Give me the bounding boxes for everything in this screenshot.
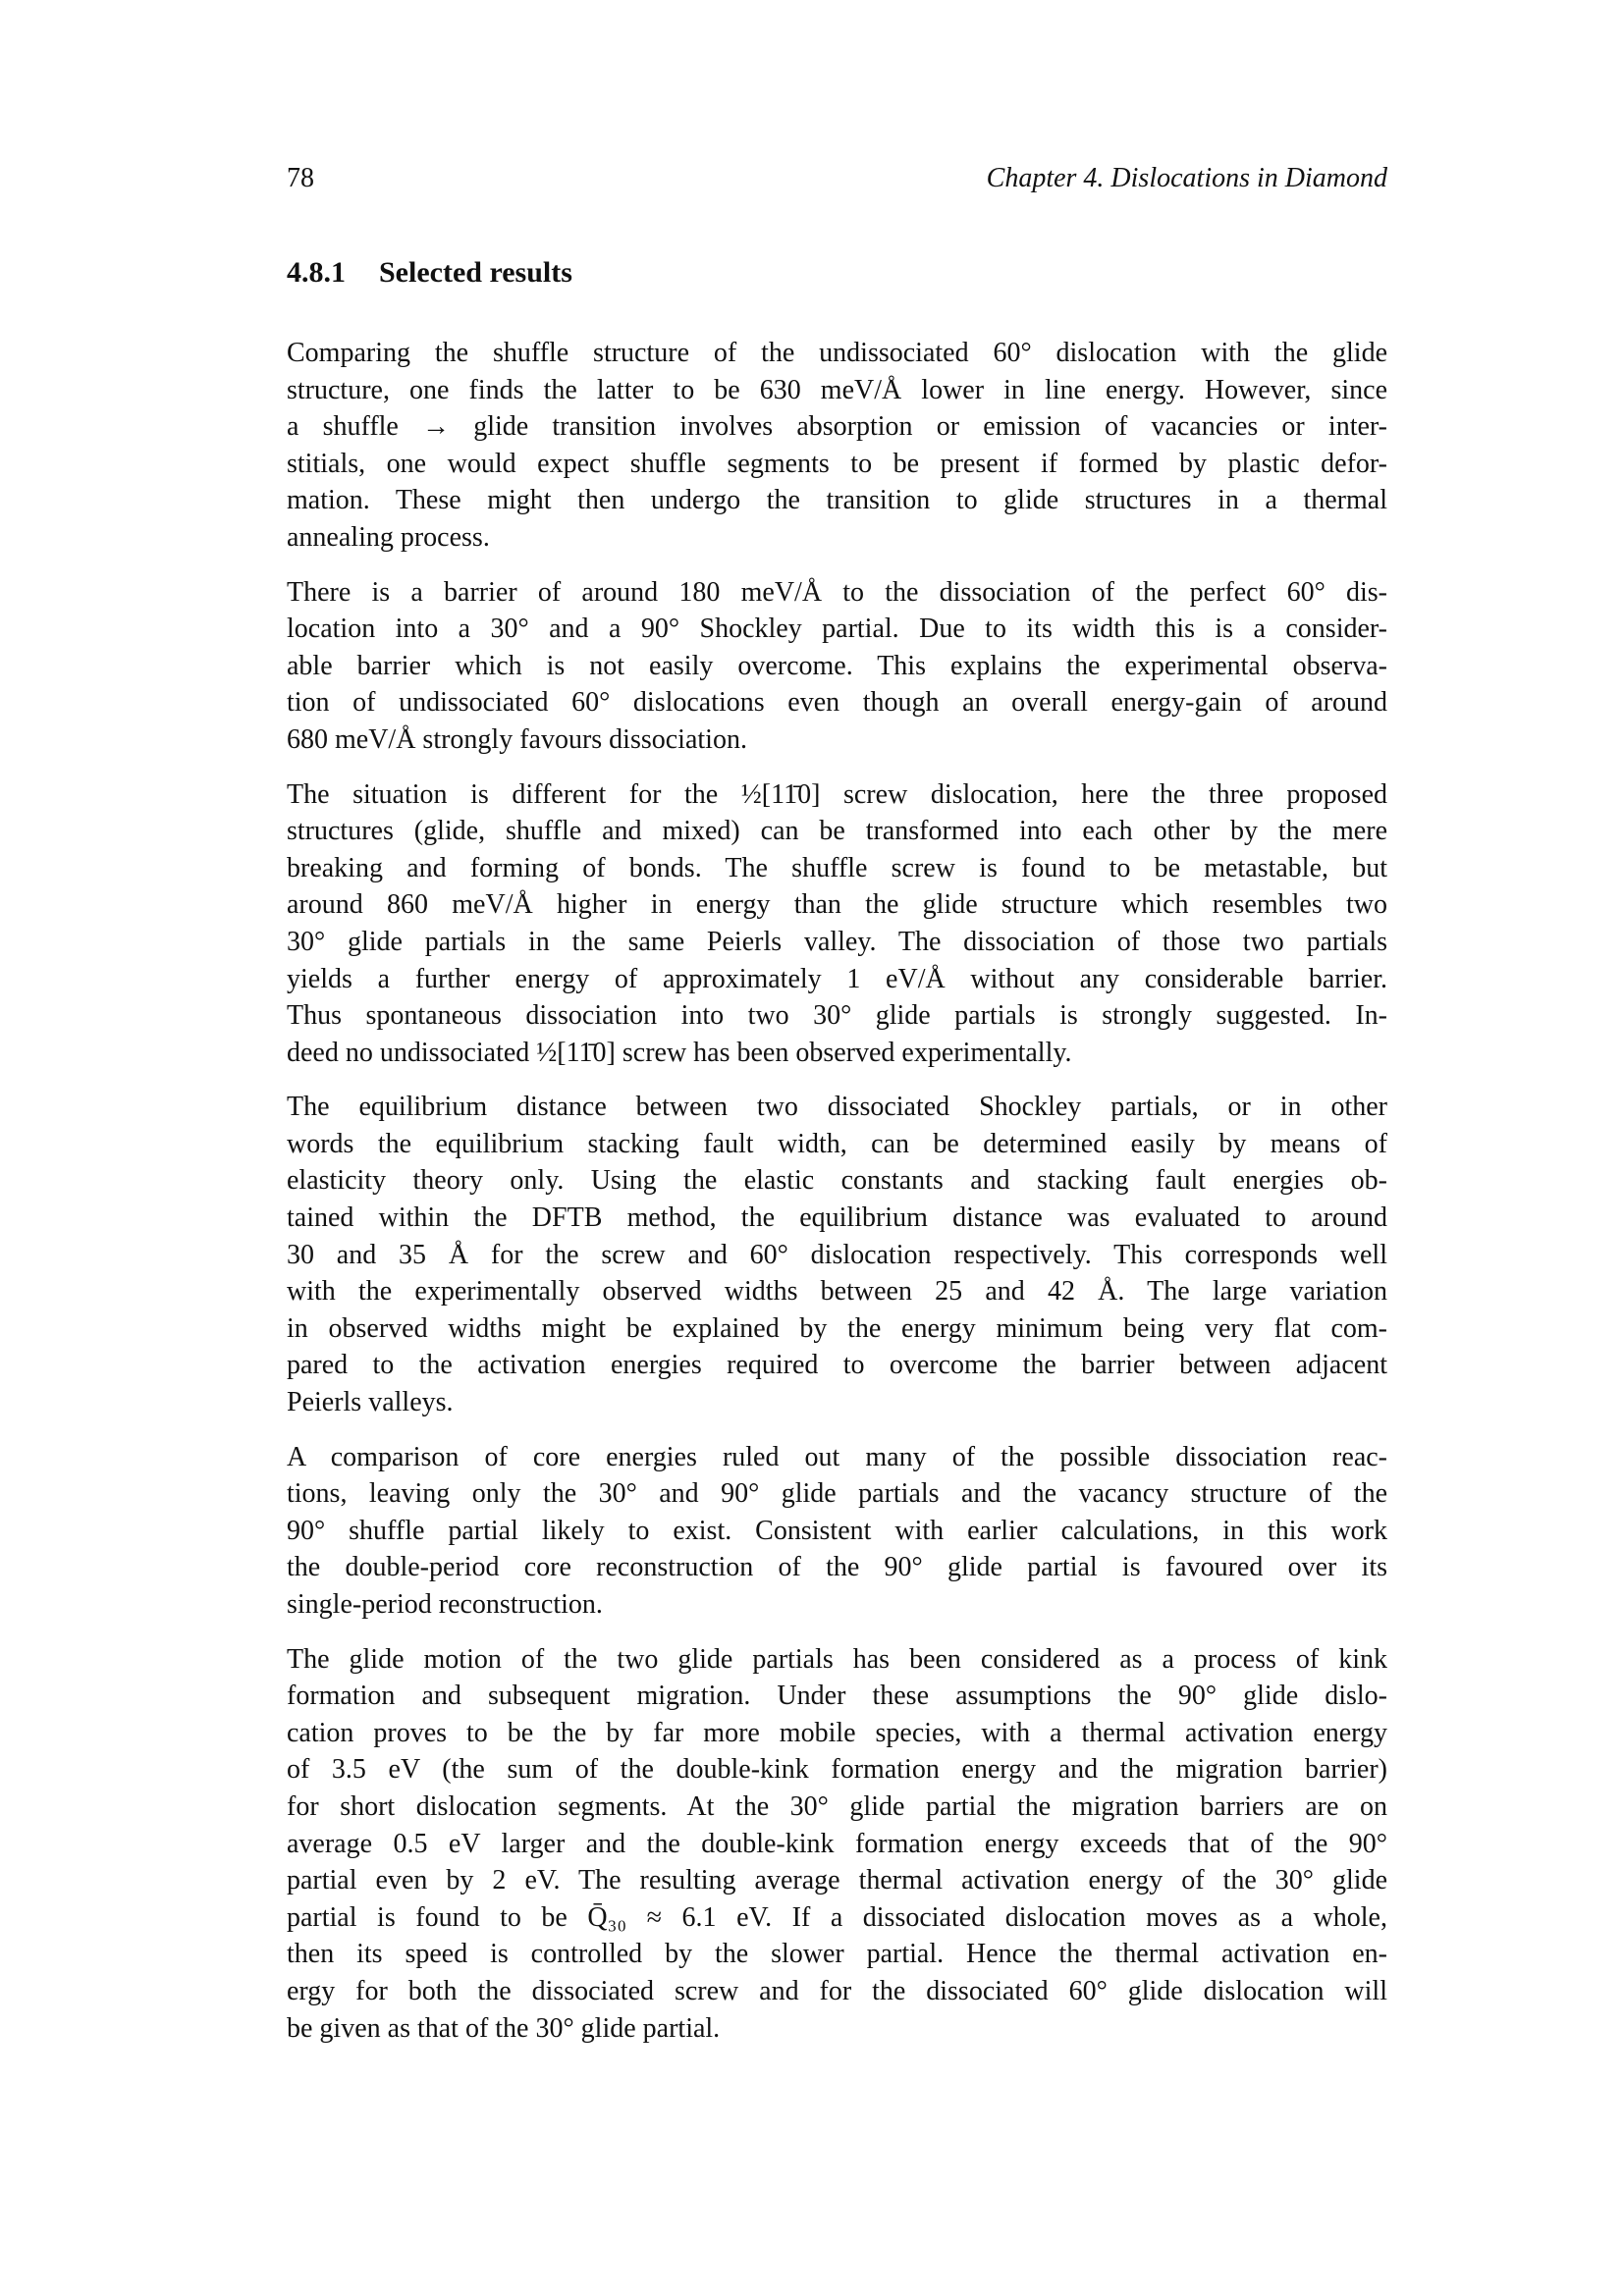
- text-line: Thus spontaneous dissociation into two 30° glide partials is strongly suggested. In-: [287, 1000, 1387, 1032]
- text-line: 680 meV/Å strongly favours dissociation.: [287, 723, 747, 755]
- text-line: There is a barrier of around 180 meV/Å to the dissociation of the perfect 60° dis-: [287, 576, 1387, 608]
- section-heading: [287, 256, 572, 290]
- text-line: Comparing the shuffle structure of the undissociated 60° dislocation with the glide: [287, 338, 1387, 368]
- section-number: 4.8.1: [287, 256, 346, 289]
- paragraph: [287, 335, 1387, 557]
- text-line: The equilibrium distance between two dissociated Shockley partials, or in other: [287, 1092, 1387, 1123]
- paragraph: [287, 1089, 1387, 1420]
- paragraph: [287, 776, 1387, 1072]
- text-line: partial even by 2 eV. The resulting average thermal activation energy of the 30° glide: [287, 1865, 1387, 1896]
- text-line: stitials, one would expect shuffle segments to be present if formed by plastic defor-: [287, 448, 1387, 479]
- text-line: in observed widths might be explained by the energy minimum being very flat com-: [287, 1312, 1387, 1344]
- text-line: yields a further energy of approximately 1 eV/Å without any considerable barrier.: [287, 963, 1387, 994]
- text-line: average 0.5 eV larger and the double-kink formation energy exceeds that of the 90°: [287, 1828, 1387, 1859]
- text-line: 30 and 35 Å for the screw and 60° dislocation respectively. This corresponds well: [287, 1239, 1387, 1270]
- paragraph: [287, 1439, 1387, 1624]
- text-line: for short dislocation segments. At the 30° glide partial the migration barriers are on: [287, 1790, 1387, 1822]
- text-line: cation proves to be the by far more mobile species, with a thermal activation energy: [287, 1717, 1387, 1748]
- text-line: mation. These might then undergo the transition to glide structures in a thermal: [287, 485, 1387, 516]
- text-line: A comparison of core energies ruled out many of the possible dissociation reac-: [287, 1441, 1387, 1472]
- text-line: structure, one finds the latter to be 630 meV/Å lower in line energy. However, since: [287, 374, 1387, 405]
- text-line: breaking and forming of bonds. The shuffle screw is found to be metastable, but: [287, 852, 1387, 883]
- text-line: location into a 30° and a 90° Shockley partial. Due to its width this is a consider-: [287, 614, 1387, 645]
- text-line: tion of undissociated 60° dislocations even though an overall energy-gain of around: [287, 687, 1387, 719]
- text-line: deed no undissociated ½[11̄0] screw has been observed experimentally.: [287, 1037, 1072, 1068]
- running-header: [287, 163, 1387, 194]
- text-line: with the experimentally observed widths between 25 and 42 Å. The large variation: [287, 1276, 1387, 1308]
- text-line: then its speed is controlled by the slower partial. Hence the thermal activation en-: [287, 1939, 1387, 1970]
- text-line: tained within the DFTB method, the equilibrium distance was evaluated to around: [287, 1202, 1387, 1234]
- text-line: partial is found to be Q̄₃₀ ≈ 6.1 eV. If a dissociated dislocation moves as a whole,: [287, 1901, 1387, 1933]
- text-line: ergy for both the dissociated screw and for the dissociated 60° glide dislocation will: [287, 1975, 1387, 2006]
- text-line: 30° glide partials in the same Peierls valley. The dissociation of those two partials: [287, 926, 1387, 957]
- text-line: Peierls valleys.: [287, 1387, 454, 1418]
- text-line: formation and subsequent migration. Under these assumptions the 90° glide dislo-: [287, 1681, 1387, 1712]
- text-line: The glide motion of the two glide partials has been considered as a process of kink: [287, 1643, 1387, 1675]
- text-line: pared to the activation energies required to overcome the barrier between adjacent: [287, 1350, 1387, 1381]
- text-line: be given as that of the 30° glide partial.: [287, 2012, 721, 2044]
- text-line: 90° shuffle partial likely to exist. Consistent with earlier calculations, in this work: [287, 1515, 1387, 1546]
- paragraph: [287, 1641, 1387, 2048]
- body-text: [287, 335, 1387, 2064]
- section-title: Selected results: [379, 256, 572, 289]
- text-line: around 860 meV/Å higher in energy than the glide structure which resembles two: [287, 889, 1387, 921]
- chapter-title: Chapter 4. Dislocations in Diamond: [986, 163, 1387, 193]
- text-line: annealing process.: [287, 521, 490, 553]
- text-line: structures (glide, shuffle and mixed) can be transformed into each other by the mere: [287, 816, 1387, 847]
- paragraph: [287, 574, 1387, 759]
- text-line: of 3.5 eV (the sum of the double-kink formation energy and the migration barrier): [287, 1754, 1387, 1786]
- text-line: tions, leaving only the 30° and 90° glide partials and the vacancy structure of the: [287, 1478, 1387, 1510]
- text-line: a shuffle → glide transition involves absorption or emission of vacancies or inter-: [287, 411, 1387, 443]
- text-line: elasticity theory only. Using the elastic constants and stacking fault energies ob-: [287, 1165, 1387, 1197]
- text-line: the double-period core reconstruction of the 90° glide partial is favoured over its: [287, 1552, 1387, 1583]
- page-number: 78: [287, 163, 314, 193]
- text-line: words the equilibrium stacking fault width, can be determined easily by means of: [287, 1128, 1387, 1159]
- text-line: The situation is different for the ½[11̄0] screw dislocation, here the three proposed: [287, 778, 1387, 810]
- text-line: able barrier which is not easily overcome. This explains the experimental observa-: [287, 650, 1387, 681]
- text-line: single-period reconstruction.: [287, 1589, 603, 1620]
